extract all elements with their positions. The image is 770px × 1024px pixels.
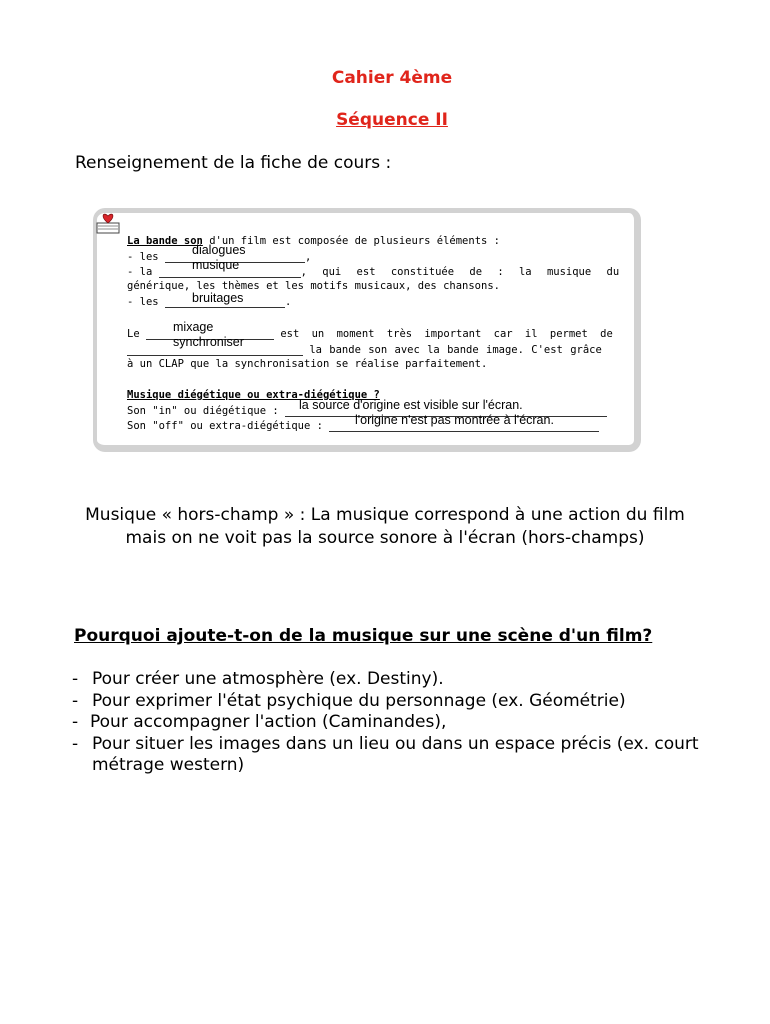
dash-bullet: - (72, 669, 79, 689)
la-prefix: - la (127, 266, 153, 278)
dash-bullet: - (72, 690, 79, 711)
bande-son-term: La bande son (127, 235, 203, 247)
le-prefix: Le (127, 328, 140, 340)
son-off-label: Son "off" ou extra-diégétique : (127, 420, 323, 432)
les2-prefix: - les (127, 296, 159, 308)
reason-text: Pour accompagner l'action (Caminandes), (90, 712, 447, 732)
reason-text: Pour situer les images dans un lieu ou dans un espace précis (ex. court métrage western) (92, 733, 699, 775)
reason-text: Pour exprimer l'état psychique du personnage (ex. Géométrie) (92, 690, 626, 711)
answer-son-in: la source d'origine est visible sur l'écran. (299, 398, 523, 412)
sheet-music-heart-icon (95, 211, 123, 237)
list-item (72, 669, 732, 691)
la-rest: , qui est constituée de : la musique du (300, 266, 620, 278)
answer-mixage: mixage (173, 320, 214, 334)
answer-bruitages: bruitages (192, 291, 244, 305)
comma: , (304, 251, 312, 263)
answer-synchroniser: synchroniser (173, 335, 244, 349)
diegetique-title: Musique diégétique ou extra-diégétique ? (127, 389, 380, 401)
les-prefix: - les (127, 251, 159, 263)
course-sheet-card (93, 208, 641, 452)
reason-text: Pour créer une atmosphère (ex. Destiny). (92, 669, 444, 689)
card-line-generique: générique, les thèmes et les motifs musicaux, des chansons. (127, 280, 500, 292)
hors-champ-text: Musique « hors-champ » : La musique correspond à une action du film mais on ne voit pas la source sonore à l'écran (hors-champs) (85, 505, 685, 548)
period: . (284, 296, 292, 308)
answer-dialogues: dialogues (192, 243, 246, 257)
son-in-label: Son "in" ou diégétique : (127, 405, 279, 417)
synchro-rest: la bande son avec la bande image. C'est grâce (309, 344, 602, 356)
answer-musique: musique (192, 258, 240, 272)
list-item (72, 712, 732, 734)
dash-bullet: - (72, 712, 79, 732)
question-heading: Pourquoi ajoute-t-on de la musique sur une scène d'un film? (74, 626, 653, 646)
list-item (72, 734, 732, 777)
card-line-1-text: d'un film est composée de plusieurs éléments : (209, 235, 500, 247)
list-item (72, 691, 732, 713)
dash-bullet: - (72, 733, 79, 754)
sequence-heading: Séquence II (336, 110, 448, 130)
card-line-clap: à un CLAP que la synchronisation se réalise parfaitement. (127, 358, 488, 370)
intro-text: Renseignement de la fiche de cours : (75, 153, 392, 173)
answer-son-off: l'origine n'est pas montrée à l'écran. (355, 413, 554, 427)
le-rest: est un moment très important car il permet de (280, 328, 613, 340)
reasons-list (72, 669, 732, 777)
hors-champ-definition (0, 504, 770, 550)
document-title: Cahier 4ème (331, 68, 453, 88)
card-line-1 (127, 235, 500, 247)
